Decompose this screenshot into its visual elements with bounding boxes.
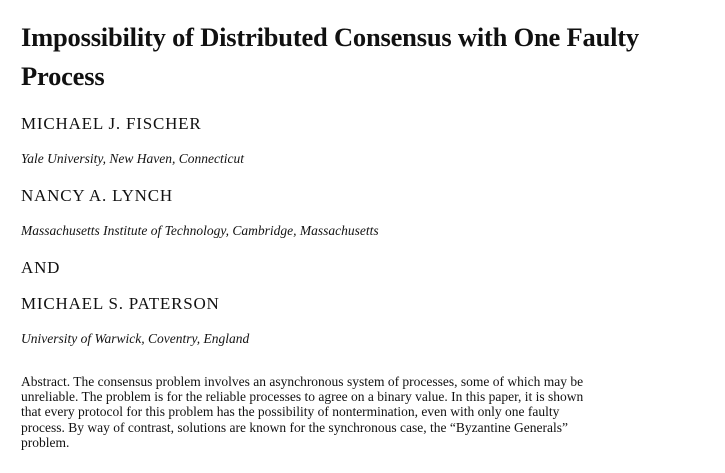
paper-title [21,18,701,96]
paper-title-line-1: Impossibility of Distributed Consensus with One Faulty [21,22,639,52]
author-affiliation-paterson: University of Warwick, Coventry, England [21,331,250,346]
author-name-fischer: MICHAEL J. FISCHER [21,114,202,133]
abstract [21,374,686,450]
author-affiliation-fischer: Yale University, New Haven, Connecticut [21,151,244,166]
author-name-paterson: MICHAEL S. PATERSON [21,294,220,313]
author-name-lynch: NANCY A. LYNCH [21,186,173,205]
abstract-line: Abstract. The consensus problem involves an asynchronous system of processes, some of which may be [21,374,584,389]
abstract-line: problem. [21,434,70,450]
paper-title-line-2: Process [21,61,105,91]
author-affiliation-lynch: Massachusetts Institute of Technology, Cambridge, Massachusetts [21,223,379,238]
abstract-line: process. By way of contrast, solutions are known for the synchronous case, the “Byzantine Generals” [21,419,568,435]
abstract-line: that every protocol for this problem has the possibility of nontermination, even with only one faulty [21,404,560,420]
abstract-line: unreliable. The problem is for the reliable processes to agree on a binary value. In this paper, it is shown [21,389,584,405]
author-conjunction: AND [21,258,61,277]
